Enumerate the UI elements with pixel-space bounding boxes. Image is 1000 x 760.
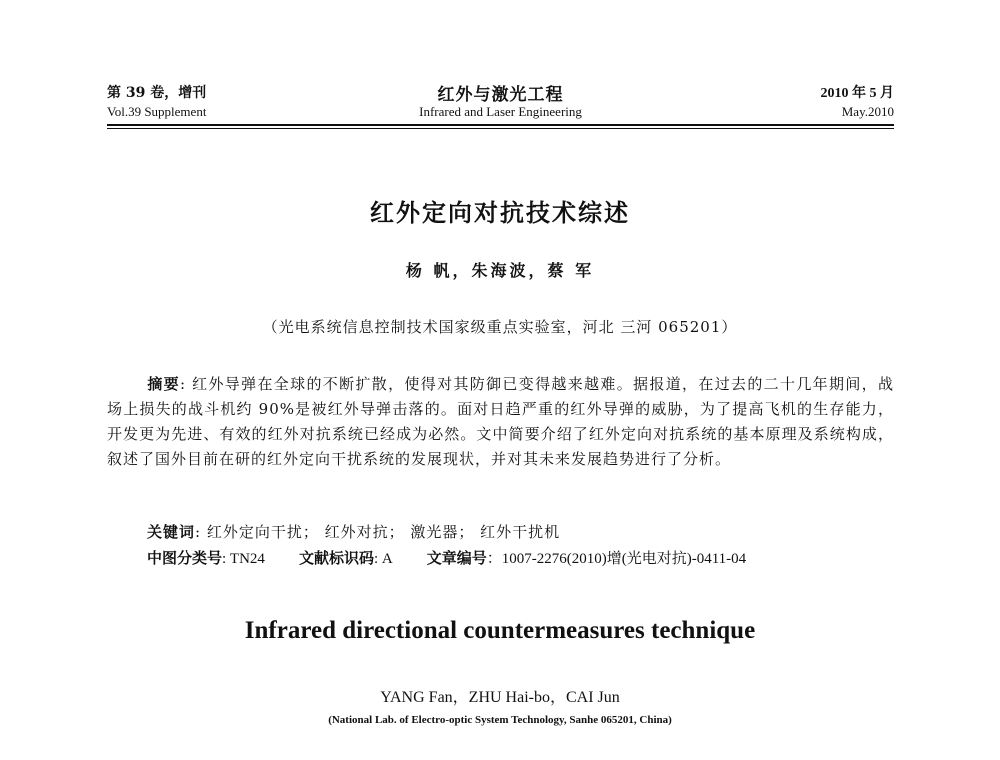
doc-code-label: 文献标识码 (298, 549, 374, 567)
clc-value: : TN24 (222, 551, 265, 567)
volume-cn: 第 39 卷，增刊 (107, 85, 207, 101)
doc-code-value: : A (373, 551, 393, 567)
keywords (147, 521, 560, 542)
journal-name-cn: 红外与激光工程 (437, 85, 564, 105)
keywords-label: 关键词 (147, 523, 196, 541)
abstract (107, 372, 894, 472)
journal-header (107, 76, 894, 126)
article-number-label: 文章编号 (426, 549, 487, 567)
header-rule-thin (107, 128, 894, 129)
classification-line (147, 547, 746, 568)
paper-title-cn: 红外定向对抗技术综述 (370, 199, 630, 227)
affiliation-cn: （光电系统信息控制技术国家级重点实验室，河北 三河 065201） (262, 318, 738, 336)
abstract-text: : 红外导弹在全球的不断扩散，使得对其防御已变得越来越难。据报道，在过去的二十几年期间，战场上损失的战斗机约 90%是被红外导弹击落的。面对日趋严重的红外导弹的威胁，为了提高飞机的生存能力，开发更为先进、有效的红外对抗系统已经成为必然。文中简要介绍了红外定向对抗系统的基本原理及系统构成，叙述了国外目前在研的红外定向干扰系统的发展现状，并对其未来发展趋势进行了分析。 (107, 375, 894, 468)
authors-cn: 杨 帆，朱海波，蔡 军 (405, 261, 595, 280)
header-rule-thick (107, 124, 894, 126)
affiliation-en: (National Lab. of Electro-optic System Technology, Sanhe 065201, China) (328, 714, 672, 726)
paper-title-en: Infrared directional countermeasures technique (244, 617, 756, 644)
keywords-text: : 红外定向干扰； 红外对抗； 激光器； 红外干扰机 (195, 523, 561, 541)
issue-date-en: May.2010 (841, 104, 894, 119)
clc-label: 中图分类号 (147, 549, 223, 567)
issue-date-cn: 2010 年 5 月 (820, 86, 894, 101)
abstract-label: 摘要 (147, 375, 180, 393)
article-number-value: ：1007-2276(2010)增(光电对抗)-0411-04 (486, 551, 747, 567)
journal-name-en: Infrared and Laser Engineering (419, 104, 582, 119)
volume-en: Vol.39 Supplement (107, 104, 207, 119)
authors-en: YANG Fan，ZHU Hai-bo，CAI Jun (380, 689, 620, 706)
